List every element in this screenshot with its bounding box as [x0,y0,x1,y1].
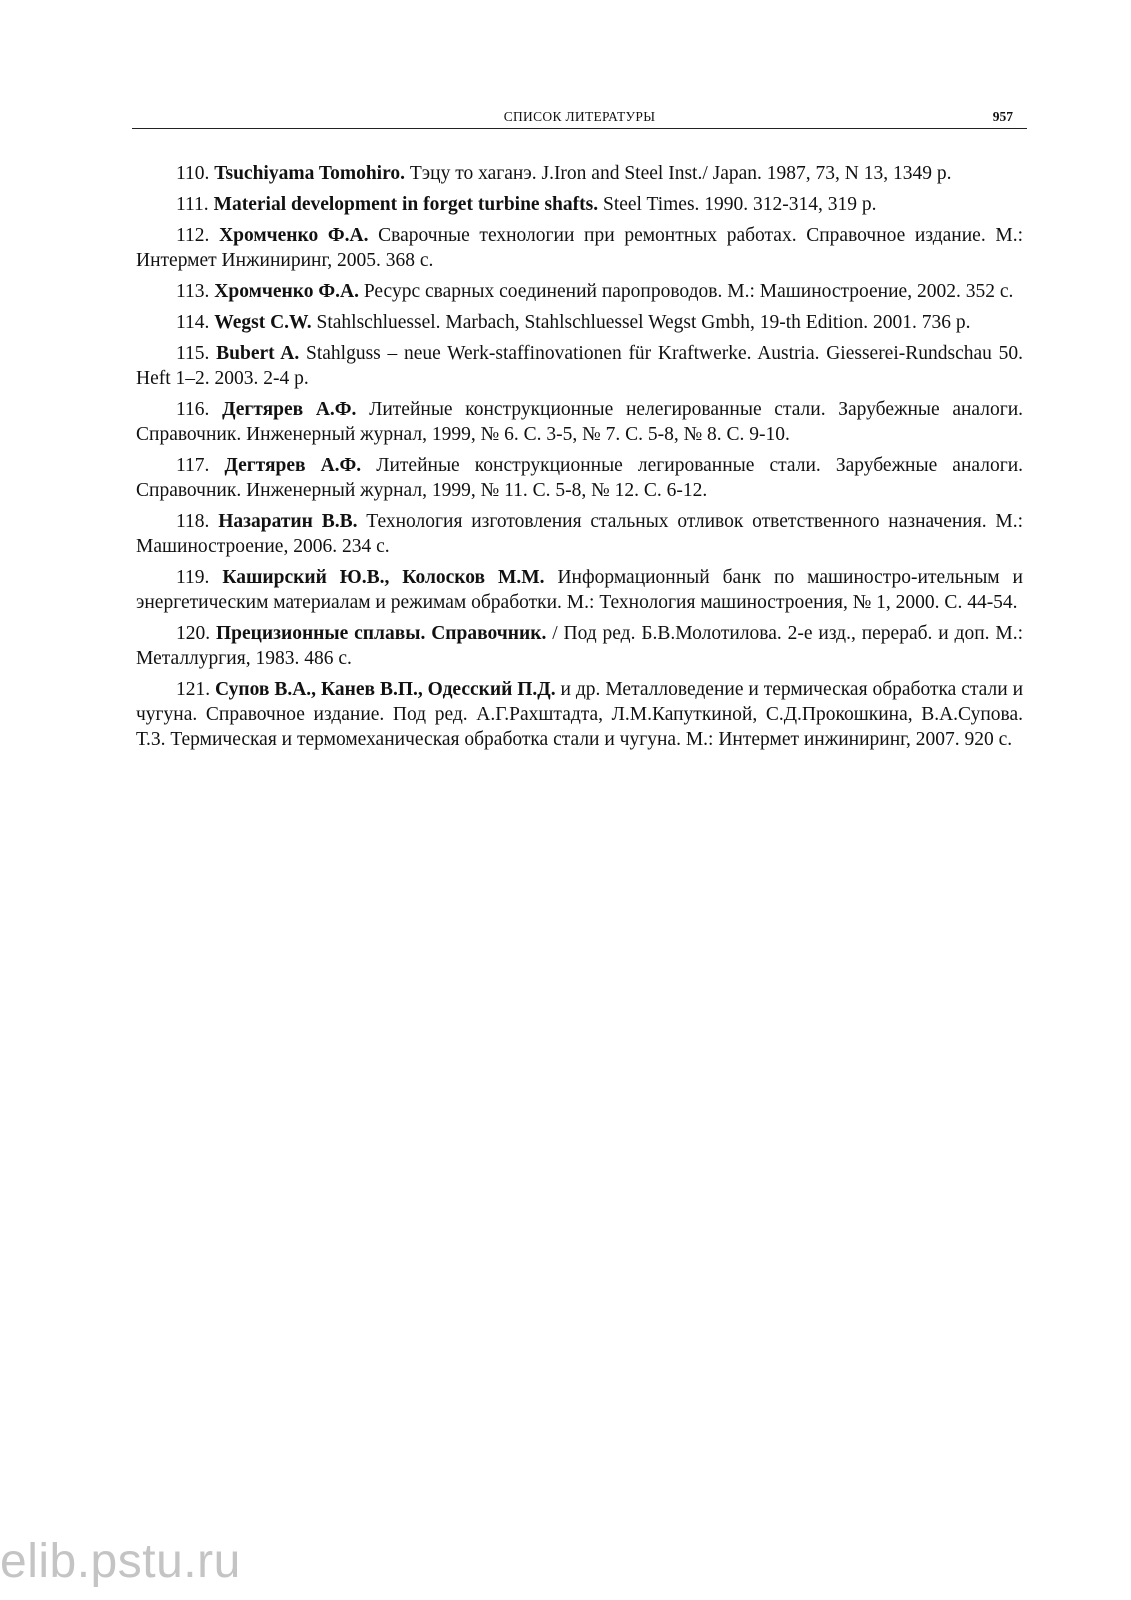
reference-entry-117 [136,453,1023,503]
reference-number: 115. [176,343,210,364]
reference-authors: Дегтярев А.Ф. [224,455,362,476]
reference-number: 117. [176,455,210,476]
running-header [132,104,1027,129]
reference-entry-120 [136,621,1023,671]
reference-entry-111 [136,192,1023,217]
reference-text: Тэцу то хаганэ. J.Iron and Steel Inst./ Japan. 1987, 73, N 13, 1349 p. [409,163,952,184]
reference-entry-114 [136,310,1023,335]
reference-entry-115 [136,341,1023,391]
running-title: СПИСОК ЛИТЕРАТУРЫ [503,109,656,124]
reference-text: Сварочные технологии при ремонтных работах. Справочное издание. М.: Интермет Инжиниринг, 2005. 368 с. [136,225,1023,271]
reference-authors: Хромченко Ф.А. [214,281,359,302]
reference-entry-116 [136,397,1023,447]
reference-authors: Дегтярев А.Ф. [222,399,357,420]
reference-authors: Tsuchiyama Tomohiro. [214,163,406,184]
reference-text: Литейные конструкционные легированные стали. Зарубежные аналоги. Справочник. Инженерный журнал, 1999, № 11. С. 5-8, № 12. С. 6-12. [136,455,1024,501]
page-number: 957 [992,109,1013,124]
reference-text: Информационный банк по машиностро-ительным и энергетическим материалам и режимам обработки. М.: Технология машиностроения, № 1, 2000. С. 44-54. [136,567,1023,613]
reference-entry-121 [136,677,1023,752]
watermark: elib.pstu.ru [0,1535,241,1588]
reference-number: 114. [176,312,210,333]
reference-number: 110. [176,163,210,184]
reference-entry-113 [136,279,1023,304]
reference-authors: Прецизионные сплавы. Справочник. [215,623,547,644]
reference-authors: Material development in forget turbine shafts. [213,194,599,215]
reference-list [136,161,1023,758]
reference-authors: Bubert A. [216,343,300,364]
reference-entry-119 [136,565,1023,615]
reference-text: Steel Times. 1990. 312-314, 319 p. [602,194,877,215]
reference-entry-112 [136,223,1023,273]
reference-number: 121. [176,679,211,700]
reference-text: Технология изготовления стальных отливок ответственного назначения. М.: Машиностроение, 2006. 234 с. [136,511,1024,557]
reference-authors: Хромченко Ф.А. [219,225,369,246]
reference-authors: Каширский Ю.В., Колосков М.М. [222,567,545,588]
reference-number: 118. [176,511,210,532]
reference-number: 111. [176,194,209,215]
reference-authors: Назаратин В.В. [218,511,358,532]
reference-entry-110 [136,161,1023,186]
reference-text: Ресурс сварных соединений паропроводов. М.: Машиностроение, 2002. 352 с. [363,281,1014,302]
reference-number: 120. [176,623,211,644]
reference-text: / Под ред. Б.В.Молотилова. 2-е изд., перераб. и доп. М.: Металлургия, 1983. 486 с. [136,623,1024,669]
reference-number: 119. [176,567,210,588]
reference-text: Литейные конструкционные нелегированные стали. Зарубежные аналоги. Справочник. Инженерный журнал, 1999, № 6. С. 3-5, № 7. С. 5-8, № 8. С. 9-10. [136,399,1024,445]
reference-entry-118 [136,509,1023,559]
reference-number: 112. [176,225,210,246]
reference-number: 116. [176,399,210,420]
reference-number: 113. [176,281,210,302]
reference-authors: Супов В.А., Канев В.П., Одесский П.Д. [215,679,556,700]
reference-text: Stahlschluessel. Marbach, Stahlschluessel Wegst Gmbh, 19-th Edition. 2001. 736 p. [316,312,971,333]
reference-text: Stahlguss – neue Werk-staffinovationen für Kraftwerke. Austria. Giesserei-Rundschau 50. Heft 1–2. 2003. 2-4 p. [136,343,1024,389]
reference-text: и др. Металловедение и термическая обработка стали и чугуна. Справочное издание. Под ред. А.Г.Рахштадта, Л.М.Капуткиной, С.Д.Прокошкина, В.А.Супова. Т.3. Термическая и термомеханическая обработка стали и чугуна. М.: Интермет инжиниринг, 2007. 920 с. [136,679,1024,750]
reference-authors: Wegst C.W. [214,312,312,333]
